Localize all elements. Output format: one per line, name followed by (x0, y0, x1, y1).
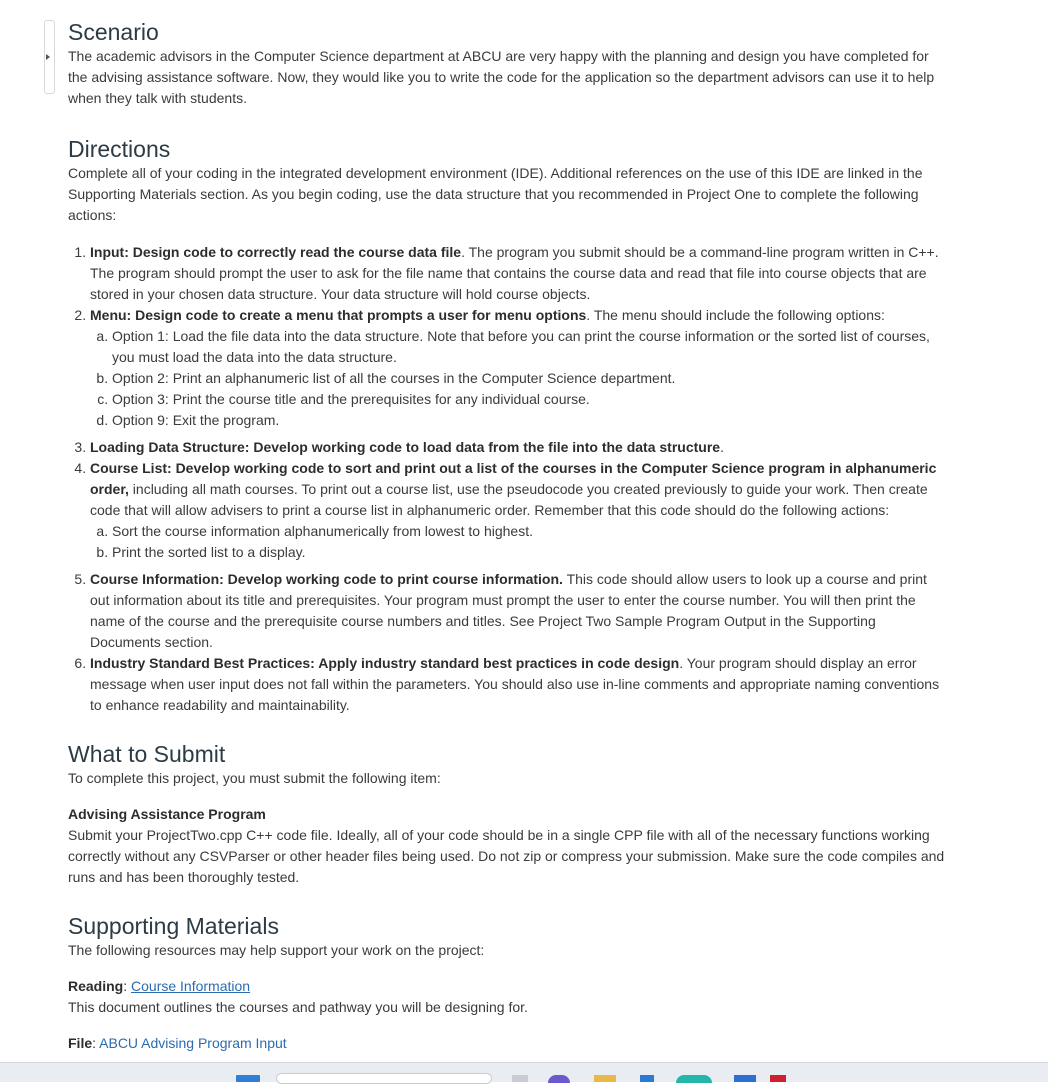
browser-icon[interactable] (676, 1075, 712, 1083)
scenario-body: The academic advisors in the Computer Science department at ABCU are very happy with the planning and design you have completed for the advising assistance software. Now, they would like you to write the code for the application so the department advisors can use it to help when they talk with students. (68, 48, 935, 106)
reading-description: This document outlines the courses and pathway you will be designing for. (68, 999, 528, 1015)
caret-right-icon (46, 54, 50, 60)
list-item: 1. Input: Design code to correctly read the course data file. The program you submit should be a command-line program written in C++. The program should prompt the user to ask for the file name that contains the course data and read that file into course objects that are stored in your chosen data structure. Your data structure will hold course objects. (90, 242, 948, 305)
file-line: File: ABCU Advising Program Input (68, 1035, 287, 1051)
directions-intro: Complete all of your coding in the integrated development environment (IDE). Additional references on the use of this IDE are linked in the Supporting Materials section. As you begin coding, use the data structure that you recommended in Project One to complete the following actions: (68, 165, 923, 223)
directions-heading: Directions (68, 136, 171, 162)
scenario-section (68, 18, 948, 109)
sub-list (90, 326, 948, 431)
directions-section (68, 135, 948, 716)
directions-list (68, 242, 948, 716)
taskbar (0, 1062, 1048, 1082)
sub-list-item: c. Option 3: Print the course title and the prerequisites for any individual course. (112, 389, 948, 410)
supporting-intro: The following resources may help support your work on the project: (68, 942, 485, 958)
submit-section (68, 740, 948, 888)
taskbar-search-box[interactable] (276, 1073, 492, 1084)
collapse-handle[interactable] (44, 20, 55, 94)
supporting-section (68, 912, 948, 1054)
sub-list-item: b. Print the sorted list to a display. (112, 542, 948, 563)
submit-item-body: Submit your ProjectTwo.cpp C++ code file. Ideally, all of your code should be in a single CPP file with all of the necessary functions working correctly without any CSVParser or other header files being used. Do not zip or compress your submission. Make sure the code compiles and runs and has been thoroughly tested. (68, 827, 945, 885)
advising-program-input-link[interactable]: ABCU Advising Program Input (99, 1035, 287, 1051)
sub-list-item: b. Option 2: Print an alphanumeric list of all the courses in the Computer Science department. (112, 368, 948, 389)
submit-heading: What to Submit (68, 741, 226, 767)
sub-list-item: a. Option 1: Load the file data into the data structure. Note that before you can print the course information or the sorted list of courses, you must load the data into the data structure. (112, 326, 948, 368)
scenario-heading: Scenario (68, 19, 159, 45)
sub-list (90, 521, 948, 563)
course-information-link[interactable]: Course Information (131, 978, 251, 994)
sub-list-item: a. Sort the course information alphanumerically from lowest to highest. (112, 521, 948, 542)
app-icon[interactable] (548, 1075, 570, 1083)
list-item: 5. Course Information: Develop working code to print course information. This code should allow users to look up a course and print out information about its title and prerequisites. Your program must prompt the user to enter the course number. You will then print the name of the course and the prerequisite course numbers and titles. See Project Two Sample Program Output in the Supporting Documents section. (90, 569, 948, 653)
list-item: 3. Loading Data Structure: Develop working code to load data from the file into the data structure. (90, 437, 948, 458)
list-item: 4. Course List: Develop working code to sort and print out a list of the courses in the Computer Science program in alphanumeric order, including all math courses. To print out a course list, use the pseudocode you created previously to guide your work. Then create code that will allow advisers to print a course list in alphanumeric order. Remember that this code should do the following actions: a. Sort the course information alphanumerically from lowest to highest. b. Print the sorted list to a display. (90, 458, 948, 563)
sub-list-item: d. Option 9: Exit the program. (112, 410, 948, 431)
assignment-content (68, 18, 948, 1078)
supporting-heading: Supporting Materials (68, 913, 279, 939)
submit-intro: To complete this project, you must submit the following item: (68, 770, 441, 786)
list-item: 6. Industry Standard Best Practices: Apply industry standard best practices in code design. Your program should display an error message when user input does not fall within the parameters. You should also use in-line comments and appropriate naming conventions to enhance readability and maintainability. (90, 653, 948, 716)
list-item: 2. Menu: Design code to create a menu that prompts a user for menu options. The menu should include the following options: a. Option 1: Load the file data into the data structure. Note that before you can print the course information or the sorted list of courses, you must load the data into the data structure. b. Option 2: Print an alphanumeric list of all the courses in the Computer Science department. c. Option 3: Print the course title and the prerequisites for any individual course. d. Option 9: Exit the program. (90, 305, 948, 431)
reading-line: Reading: Course Information (68, 978, 251, 994)
submit-item-title: Advising Assistance Program (68, 806, 266, 822)
